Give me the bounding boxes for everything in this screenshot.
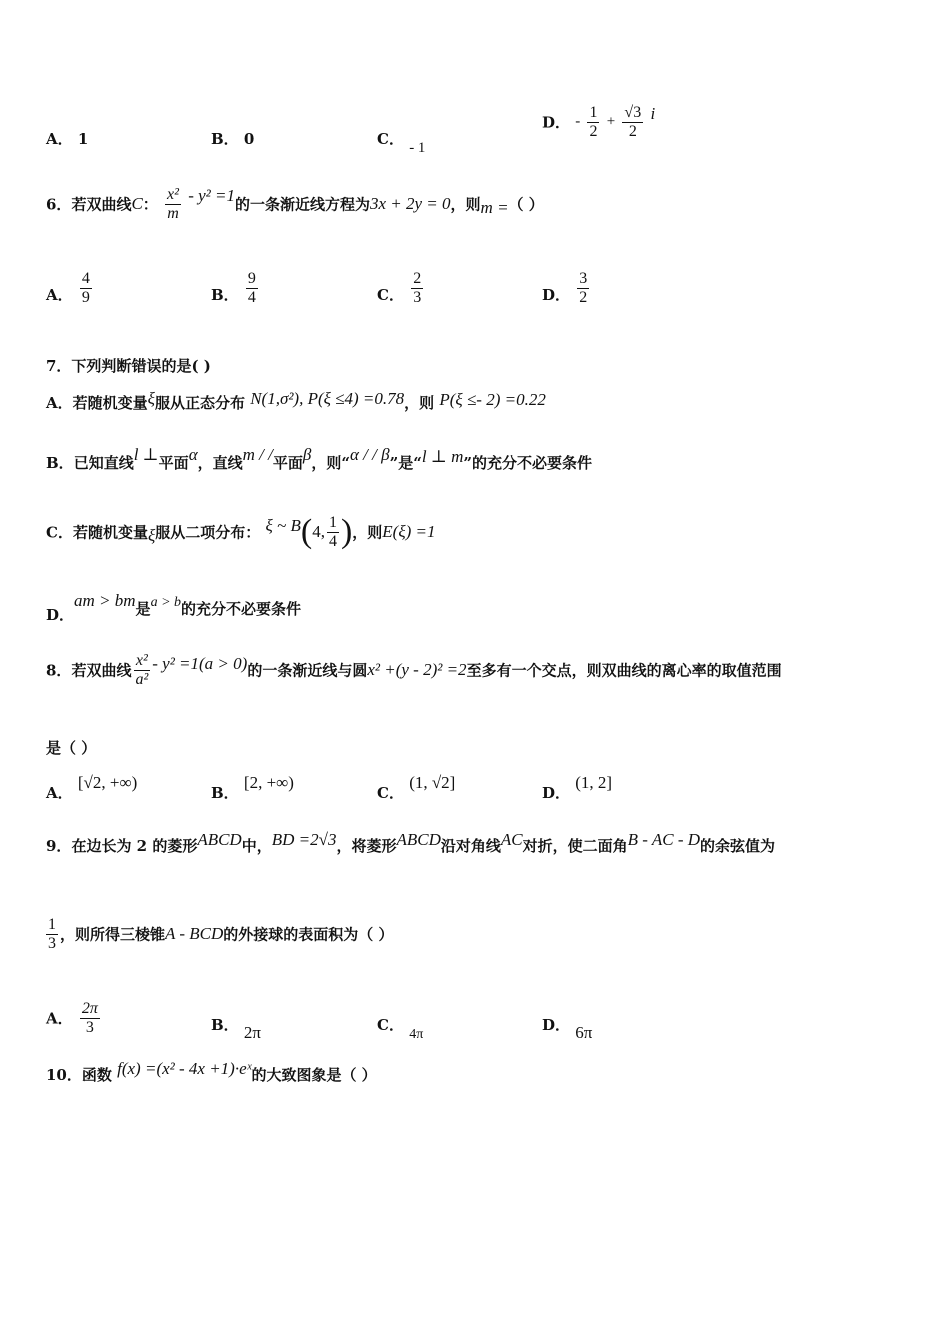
numerator: x² xyxy=(135,652,148,669)
numerator: 1 xyxy=(589,104,598,121)
q6-option-a xyxy=(46,270,94,306)
option-value: (1, 2] xyxy=(575,773,613,792)
option-label: D． xyxy=(542,784,571,802)
math-tetrahedron: A - BCD xyxy=(165,924,224,944)
numerator: 1 xyxy=(328,513,337,531)
option-value: 2π xyxy=(243,1023,262,1042)
text: 的大致图象是（ ） xyxy=(251,1066,377,1084)
q5-option-c xyxy=(377,128,426,156)
numerator: 2π xyxy=(81,1000,98,1017)
text: 沿对角线 xyxy=(440,837,501,855)
question-number: 6． xyxy=(46,195,72,214)
text: 的外接球的表面积为（ ） xyxy=(223,925,394,944)
q7-option-c xyxy=(46,513,436,551)
numerator: 3 xyxy=(579,270,588,287)
text: 对折，使二面角 xyxy=(522,837,628,855)
q10-stem xyxy=(46,1059,377,1085)
math-abcd: ABCD xyxy=(197,830,242,849)
q6-option-b xyxy=(211,270,260,306)
option-value: 1 xyxy=(77,130,89,148)
q8-option-b xyxy=(211,772,294,802)
denominator: 9 xyxy=(81,288,90,306)
text: 的充分不必要条件 xyxy=(181,600,302,618)
option-value: 4π xyxy=(409,1027,424,1042)
denominator: m xyxy=(167,204,179,222)
option-label: D． xyxy=(46,606,75,624)
option-label: A． xyxy=(46,784,73,802)
fraction xyxy=(80,270,92,306)
text: 平面 xyxy=(272,454,303,472)
fraction-x2-over-a2 xyxy=(133,652,150,688)
denominator: a² xyxy=(135,670,149,688)
q5-option-d xyxy=(542,104,655,140)
minus-sign: - xyxy=(575,113,581,130)
option-label: B． xyxy=(46,454,74,472)
q7-option-d xyxy=(46,591,302,624)
text: ，则 xyxy=(404,394,435,412)
math-asymptote: 3x + 2y = 0 xyxy=(369,194,451,214)
math-xi: ξ xyxy=(147,526,156,545)
math-equation: - y² =1(a > 0) xyxy=(152,654,248,674)
option-value: 6π xyxy=(575,1023,593,1042)
option-label: A． xyxy=(46,130,73,148)
fraction-one-quarter xyxy=(327,514,339,550)
q6-option-c xyxy=(377,270,425,306)
text: ： xyxy=(142,195,158,214)
q6-stem xyxy=(46,186,544,222)
option-label: D． xyxy=(542,285,571,304)
fraction xyxy=(246,270,258,306)
option-label: B． xyxy=(211,784,239,802)
math-binomial: ξ ~ B xyxy=(265,516,301,535)
numerator: x² xyxy=(167,186,179,203)
text: 是 xyxy=(135,600,151,618)
option-label: B． xyxy=(211,130,239,148)
text: 的一条渐近线方程为 xyxy=(234,195,370,214)
q5-option-a xyxy=(46,128,88,149)
text: ，将菱形 xyxy=(336,837,397,855)
option-label: A． xyxy=(46,285,73,304)
option-label: A． xyxy=(46,394,73,412)
left-paren: ( xyxy=(300,513,313,550)
denominator: 4 xyxy=(247,288,256,306)
q9-stem-continued xyxy=(46,916,394,952)
math-c: C xyxy=(131,194,143,214)
math-probability: P(ξ ≤- 2) =0.22 xyxy=(439,390,546,409)
fraction-one-half xyxy=(587,104,599,140)
option-label: D． xyxy=(542,113,571,132)
q6-option-d xyxy=(542,270,591,306)
math-perp: l ⊥ xyxy=(133,445,159,464)
q5-option-b xyxy=(211,128,254,149)
denominator: 2 xyxy=(628,122,637,140)
text: 已知直线 xyxy=(73,454,134,472)
fraction-root3-half xyxy=(622,104,643,140)
math-ac: AC xyxy=(500,830,523,849)
option-value: - 1 xyxy=(409,140,426,156)
text: 若随机变量 xyxy=(72,394,148,412)
math-equation: - y² =1 xyxy=(188,186,235,206)
option-label: D． xyxy=(542,1016,571,1034)
q9-option-c xyxy=(377,1014,424,1042)
option-label: C． xyxy=(377,1016,404,1034)
text: ，则“ xyxy=(311,454,350,472)
q8-option-d xyxy=(542,772,613,802)
text: ，则所得三棱锥 xyxy=(60,925,166,944)
math-normal-distribution: N(1,σ²), P(ξ ≤4) =0.78 xyxy=(250,389,405,408)
math-circle: x² +(y - 2)² =2 xyxy=(367,660,467,680)
q7-option-a xyxy=(46,389,546,413)
q7-option-b xyxy=(46,445,592,473)
numerator: 4 xyxy=(81,270,90,287)
q9-option-d xyxy=(542,1014,593,1042)
math-l-perp-m: l ⊥ m xyxy=(421,447,464,466)
question-number: 8． xyxy=(46,661,72,680)
text: ，则 xyxy=(352,523,383,542)
math-a-gt-b: a > b xyxy=(150,595,182,610)
q9-stem xyxy=(46,830,776,856)
text: 若双曲线 xyxy=(71,661,132,680)
q8-stem xyxy=(46,652,782,688)
q8-option-c xyxy=(377,772,456,802)
numerator: 1 xyxy=(48,916,56,933)
denominator: 2 xyxy=(589,122,598,140)
numerator: √3 xyxy=(624,104,642,121)
math-alpha: α xyxy=(188,445,198,464)
math-m: m = xyxy=(480,198,509,218)
math-dihedral-angle: B - AC - D xyxy=(627,830,701,849)
numerator: 2 xyxy=(413,270,422,287)
q8-stem-continued: 是（ ） xyxy=(46,739,97,757)
math-abcd: ABCD xyxy=(396,830,441,849)
text: ”的充分不必要条件 xyxy=(463,454,592,472)
math-alpha-parallel-beta: α / / β xyxy=(350,445,390,464)
math-n: 4, xyxy=(312,522,325,541)
math-xi: ξ xyxy=(147,389,155,408)
plus-sign: + xyxy=(606,113,616,130)
answer-bracket: （ ） xyxy=(508,195,544,214)
right-paren: ) xyxy=(340,513,353,550)
option-value: 0 xyxy=(243,130,255,148)
denominator: 3 xyxy=(85,1018,94,1036)
text: 的一条渐近线与圆 xyxy=(247,661,368,680)
question-number: 9． xyxy=(46,837,72,855)
fraction xyxy=(577,270,589,306)
question-number: 10． xyxy=(46,1066,82,1084)
option-value: (1, √2] xyxy=(409,773,456,792)
denominator: 4 xyxy=(328,532,337,550)
option-label: C． xyxy=(377,784,404,802)
denominator: 2 xyxy=(579,288,588,306)
denominator: 3 xyxy=(413,288,422,306)
math-function: f(x) =(x² - 4x +1)·eˣ xyxy=(117,1059,252,1078)
option-label: C． xyxy=(46,523,73,542)
math-am-gt-bm: am > bm xyxy=(74,591,136,610)
option-label: B． xyxy=(211,285,239,304)
fraction-one-third xyxy=(46,916,58,952)
text: 至多有一个交点，则双曲线的离心率的取值范围 xyxy=(466,661,782,680)
text: 的余弦值为 xyxy=(700,837,776,855)
fraction xyxy=(411,270,423,306)
text: 中， xyxy=(241,837,272,855)
math-parallel: m / / xyxy=(242,445,273,464)
denominator: 3 xyxy=(48,934,56,952)
q7-title: 7．下列判断错误的是( ) xyxy=(46,357,211,375)
text: 平面 xyxy=(158,454,189,472)
text: 服从正态分布 xyxy=(154,394,245,412)
math-expectation: E(ξ) =1 xyxy=(382,522,436,541)
option-label: C． xyxy=(377,285,404,304)
q9-option-b xyxy=(211,1014,262,1042)
numerator: 9 xyxy=(247,270,256,287)
text: 服从二项分布： xyxy=(155,523,261,542)
option-label: B． xyxy=(211,1016,239,1034)
text: ”是“ xyxy=(389,454,422,472)
fraction-2pi-over-3 xyxy=(80,1000,100,1036)
text: 若双曲线 xyxy=(71,195,132,214)
math-beta: β xyxy=(302,445,312,464)
option-value: [√2, +∞) xyxy=(77,773,138,792)
text: 在边长为 2 的菱形 xyxy=(71,837,198,855)
fraction-x2-over-m xyxy=(165,186,181,222)
text: ，则 xyxy=(450,195,481,214)
option-value: [2, +∞) xyxy=(243,773,294,792)
math-bd-length: BD =2√3 xyxy=(271,830,337,849)
option-label: C． xyxy=(377,130,404,148)
q8-option-a xyxy=(46,772,138,802)
text: ，直线 xyxy=(197,454,243,472)
q9-option-a xyxy=(46,1000,102,1036)
option-label: A． xyxy=(46,1009,73,1028)
imaginary-unit: i xyxy=(650,104,656,124)
text: 函数 xyxy=(81,1066,112,1084)
text: 若随机变量 xyxy=(72,523,148,542)
